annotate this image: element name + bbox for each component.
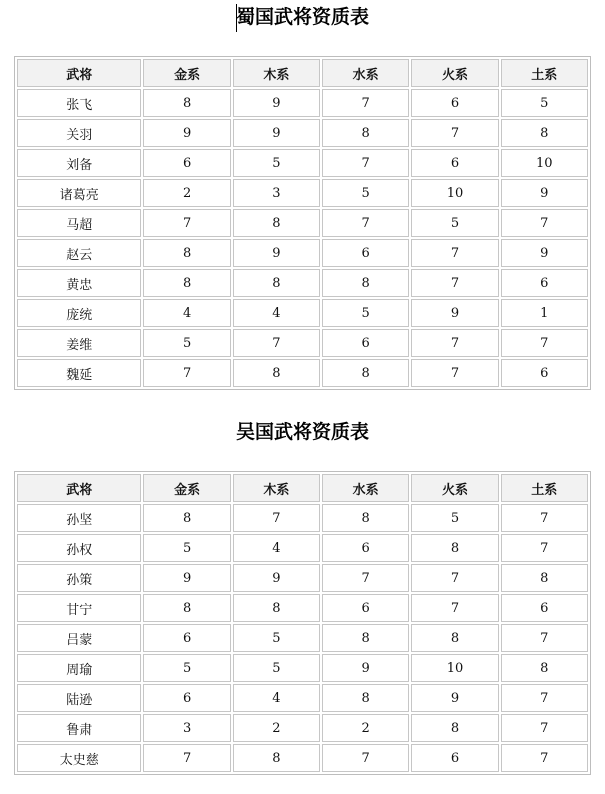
stat-cell: 8 [143, 594, 230, 622]
stat-cell: 5 [411, 209, 498, 237]
stat-cell: 8 [411, 714, 498, 742]
table-row [17, 684, 588, 712]
stat-cell: 9 [322, 654, 409, 682]
general-name-cell: 马超 [17, 209, 141, 237]
stat-cell: 7 [411, 594, 498, 622]
stat-cell: 7 [411, 269, 498, 297]
stat-cell: 8 [143, 504, 230, 532]
general-name-cell: 陆逊 [17, 684, 141, 712]
wu-table-title: 吴国武将资质表 [235, 421, 369, 443]
stat-cell: 7 [411, 564, 498, 592]
column-header: 金系 [143, 474, 230, 502]
stat-cell: 4 [233, 534, 320, 562]
table-row [17, 714, 588, 742]
stat-cell: 5 [322, 299, 409, 327]
stat-cell: 6 [143, 624, 230, 652]
table-row [17, 359, 588, 387]
stat-cell: 6 [143, 149, 230, 177]
stat-cell: 5 [233, 624, 320, 652]
stat-cell: 7 [411, 359, 498, 387]
general-name-cell: 关羽 [17, 119, 141, 147]
stat-cell: 6 [411, 149, 498, 177]
stat-cell: 3 [233, 179, 320, 207]
stat-cell: 7 [322, 209, 409, 237]
table-row [17, 269, 588, 297]
stat-cell: 9 [411, 684, 498, 712]
stat-cell: 10 [411, 654, 498, 682]
stat-cell: 7 [411, 239, 498, 267]
stat-cell: 7 [501, 744, 588, 772]
general-name-cell: 赵云 [17, 239, 141, 267]
stat-cell: 6 [501, 269, 588, 297]
stat-cell: 9 [501, 179, 588, 207]
stat-cell: 5 [501, 89, 588, 117]
stat-cell: 7 [411, 119, 498, 147]
table-header-row [17, 474, 588, 502]
column-header: 木系 [233, 474, 320, 502]
table-row [17, 119, 588, 147]
general-name-cell: 庞统 [17, 299, 141, 327]
column-header: 土系 [501, 59, 588, 87]
stat-cell: 7 [501, 714, 588, 742]
stat-cell: 7 [322, 89, 409, 117]
general-name-cell: 鲁肃 [17, 714, 141, 742]
stat-cell: 5 [322, 179, 409, 207]
stat-cell: 5 [143, 654, 230, 682]
stat-cell: 7 [501, 624, 588, 652]
stat-cell: 5 [143, 329, 230, 357]
stat-cell: 4 [233, 684, 320, 712]
stat-cell: 5 [411, 504, 498, 532]
stat-cell: 7 [501, 504, 588, 532]
stat-cell: 8 [143, 89, 230, 117]
stat-cell: 8 [143, 269, 230, 297]
stat-cell: 7 [143, 744, 230, 772]
table-row [17, 534, 588, 562]
stat-cell: 3 [143, 714, 230, 742]
column-header: 水系 [322, 474, 409, 502]
stat-cell: 8 [233, 594, 320, 622]
general-name-cell: 甘宁 [17, 594, 141, 622]
general-name-cell: 黄忠 [17, 269, 141, 297]
stat-cell: 10 [411, 179, 498, 207]
stat-cell: 7 [501, 329, 588, 357]
column-header: 木系 [233, 59, 320, 87]
stat-cell: 8 [322, 684, 409, 712]
table-row [17, 149, 588, 177]
stat-cell: 7 [233, 504, 320, 532]
stat-cell: 10 [501, 149, 588, 177]
column-header: 水系 [322, 59, 409, 87]
stat-cell: 9 [233, 89, 320, 117]
stat-cell: 7 [233, 329, 320, 357]
stat-cell: 9 [501, 239, 588, 267]
table-row [17, 209, 588, 237]
stat-cell: 6 [322, 239, 409, 267]
stat-cell: 6 [411, 89, 498, 117]
general-name-cell: 诸葛亮 [17, 179, 141, 207]
stat-cell: 8 [411, 624, 498, 652]
column-header: 火系 [411, 474, 498, 502]
stat-cell: 9 [233, 119, 320, 147]
stat-cell: 9 [233, 239, 320, 267]
stat-cell: 6 [143, 684, 230, 712]
stat-cell: 8 [501, 119, 588, 147]
stat-cell: 5 [143, 534, 230, 562]
table-row [17, 654, 588, 682]
stat-cell: 7 [501, 684, 588, 712]
column-header: 武将 [17, 474, 141, 502]
general-name-cell: 张飞 [17, 89, 141, 117]
stat-cell: 7 [322, 744, 409, 772]
table-row [17, 624, 588, 652]
column-header: 土系 [501, 474, 588, 502]
stat-cell: 8 [143, 239, 230, 267]
stat-cell: 9 [233, 564, 320, 592]
stat-cell: 8 [233, 744, 320, 772]
stat-cell: 8 [501, 654, 588, 682]
stat-cell: 8 [233, 209, 320, 237]
stat-cell: 2 [322, 714, 409, 742]
general-name-cell: 孙权 [17, 534, 141, 562]
table-row [17, 744, 588, 772]
stat-cell: 9 [143, 564, 230, 592]
general-name-cell: 魏延 [17, 359, 141, 387]
stat-cell: 8 [322, 504, 409, 532]
stat-cell: 8 [501, 564, 588, 592]
column-header: 武将 [17, 59, 141, 87]
stat-cell: 9 [143, 119, 230, 147]
stat-cell: 6 [501, 594, 588, 622]
stat-cell: 8 [322, 359, 409, 387]
table-row [17, 179, 588, 207]
stat-cell: 9 [411, 299, 498, 327]
table-header-row [17, 59, 588, 87]
general-name-cell: 吕蒙 [17, 624, 141, 652]
table-row [17, 299, 588, 327]
general-name-cell: 太史慈 [17, 744, 141, 772]
stat-cell: 7 [411, 329, 498, 357]
stat-cell: 7 [322, 149, 409, 177]
stat-cell: 5 [233, 654, 320, 682]
stat-cell: 6 [501, 359, 588, 387]
general-name-cell: 孙策 [17, 564, 141, 592]
stat-cell: 2 [233, 714, 320, 742]
stat-cell: 7 [143, 209, 230, 237]
stat-cell: 5 [233, 149, 320, 177]
table-row [17, 239, 588, 267]
stat-cell: 6 [322, 329, 409, 357]
general-name-cell: 孙坚 [17, 504, 141, 532]
stat-cell: 4 [143, 299, 230, 327]
column-header: 火系 [411, 59, 498, 87]
stat-cell: 8 [233, 269, 320, 297]
stat-cell: 8 [322, 269, 409, 297]
stat-cell: 7 [501, 209, 588, 237]
stat-cell: 6 [322, 534, 409, 562]
stat-cell: 6 [411, 744, 498, 772]
table-row [17, 89, 588, 117]
stat-cell: 7 [322, 564, 409, 592]
stat-cell: 8 [411, 534, 498, 562]
stat-cell: 2 [143, 179, 230, 207]
stat-cell: 8 [322, 119, 409, 147]
stat-cell: 7 [143, 359, 230, 387]
shu-generals-table [14, 56, 591, 390]
stat-cell: 8 [322, 624, 409, 652]
general-name-cell: 姜维 [17, 329, 141, 357]
stat-cell: 7 [501, 534, 588, 562]
table-row [17, 564, 588, 592]
shu-table-title: 蜀国武将资质表 [235, 6, 369, 28]
stat-cell: 4 [233, 299, 320, 327]
table-row [17, 594, 588, 622]
column-header: 金系 [143, 59, 230, 87]
wu-generals-table [14, 471, 591, 775]
stat-cell: 1 [501, 299, 588, 327]
table-row [17, 504, 588, 532]
stat-cell: 6 [322, 594, 409, 622]
stat-cell: 8 [233, 359, 320, 387]
table-row [17, 329, 588, 357]
general-name-cell: 周瑜 [17, 654, 141, 682]
general-name-cell: 刘备 [17, 149, 141, 177]
